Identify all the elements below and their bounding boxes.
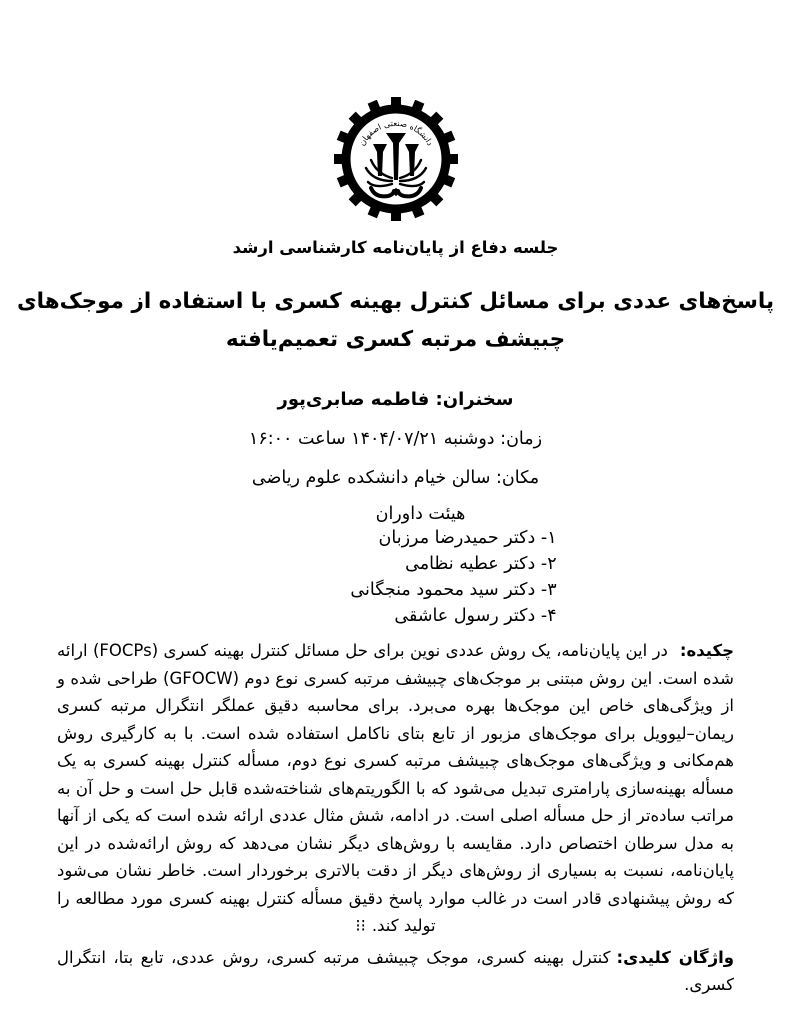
committee-member: ۱- دکتر حمیدرضا مرزبان	[378, 528, 557, 548]
time-line	[0, 429, 791, 449]
committee-member: ۲- دکتر عطیه نظامی	[405, 554, 557, 574]
speaker-name: فاطمه صابری‌پور	[277, 389, 430, 410]
thesis-title-line2: چبیشف مرتبه کسری تعمیم‌یافته	[225, 327, 566, 352]
abstract-paragraph	[57, 637, 734, 940]
speaker-label: سخنران:	[435, 389, 514, 410]
session-note: جلسه دفاع از پایان‌نامه کارشناسی ارشد	[232, 238, 559, 257]
abstract-label: چکیده:	[679, 641, 734, 660]
abstract-end-mark: ⁝⁝	[355, 916, 366, 935]
committee-member: ۴- دکتر رسول عاشقی	[394, 606, 557, 626]
logo-container	[0, 0, 791, 226]
location-line	[0, 468, 791, 488]
committee-heading: هیئت داوران	[375, 504, 466, 524]
abstract-text: در این پایان‌نامه، یک روش عددی نوین برای حل مسائل کنترل بهینه کسری (FOCPs) ارائه شده است. این روش مبتنی بر موجک‌های چبیشف مرتبه کسری نوع دوم (GFOCW) طراحی شده و از ویژگی‌های خاص این موجک‌ها بهره می‌برد. برای محاسبه دقیق عملگر انتگرال مرتبه کسری ریمان–لیوویل برای موجک‌های مزبور از تابع بتای ناکامل استفاده شده است. با به کارگیری روش هم‌مکانی و ویژگی‌های موجک‌های چبیشف مرتبه کسری نوع دوم، مسأله کنترل بهینه کسری به یک مسأله بهینه‌سازی پارامتری تبدیل می‌شود که با الگوریتم‌های شناخته‌شده قابل حل است و حل آن به مراتب ساده‌تر از حل مسأله اصلی است. در ادامه، شش مثال عددی ارائه شده است که یکی از آنها به مدل سرطان اختصاص دارد. مقایسه با روش‌های دیگر نشان می‌دهد که روش ارائه‌شده در این پایان‌نامه، نسبت به بسیاری از روش‌های دیگر از دقت بالاتری برخوردار است. خاطر نشان می‌شود که روش پیشنهادی قادر است در غالب موارد پاسخ دقیق مسأله کنترل بهینه کسری مورد مطالعه را تولید کند.	[57, 641, 735, 935]
time-value: دوشنبه ۱۴۰۴/۰۷/۲۱ ساعت ۱۶:۰۰	[248, 429, 495, 449]
committee-section	[0, 504, 791, 629]
thesis-title	[0, 283, 791, 359]
university-logo	[333, 96, 459, 222]
keywords-label: واژگان کلیدی:	[616, 947, 734, 967]
time-label: زمان:	[500, 429, 543, 449]
location-value: سالن خیام دانشکده علوم ریاضی	[251, 468, 491, 488]
committee-list	[350, 525, 556, 629]
speaker-line	[0, 389, 791, 410]
keywords-text: کنترل بهینه کسری، موجک چبیشف مرتبه کسری، روش عددی، تابع بتا، انتگرال کسری.	[57, 947, 734, 994]
committee-member: ۳- دکتر سید محمود منجگانی	[350, 580, 557, 600]
logo-institution-text: دانشگاه صنعتی اصفهان	[356, 117, 435, 148]
thesis-title-line1: پاسخ‌های عددی برای مسائل کنترل بهینه کسری با استفاده از موجک‌های	[16, 289, 775, 314]
keywords-line	[57, 944, 734, 999]
location-label: مکان:	[496, 468, 540, 488]
